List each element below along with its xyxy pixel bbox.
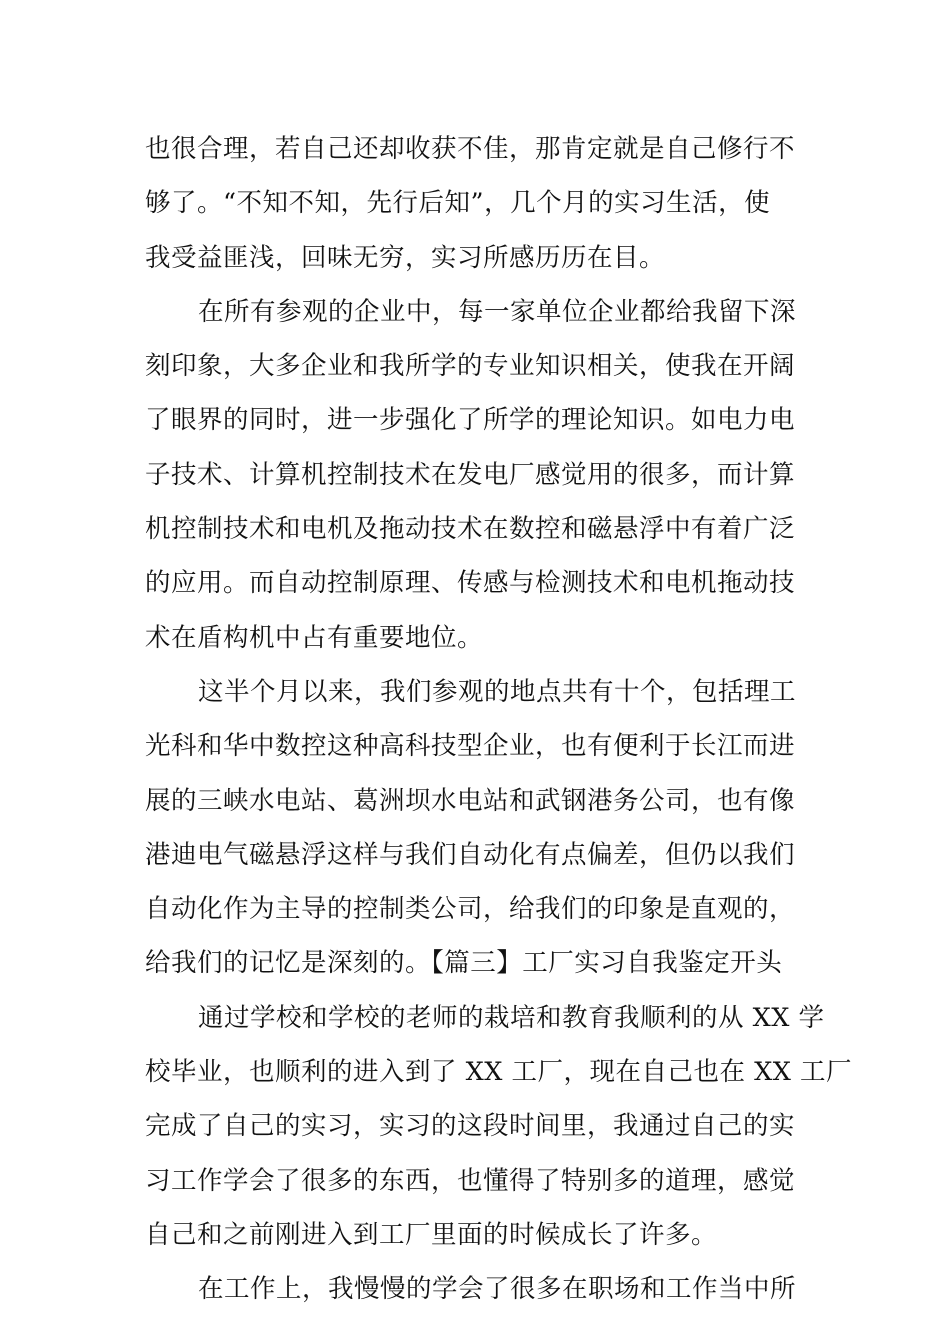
text-line [145,285,810,339]
text-line: 了眼界的同时，进一步强化了所学的理论知识。如电力电 [145,405,796,436]
paragraph-4 [145,991,853,1262]
text-line: 校毕业，也顺利的进入到了 XX 工厂，现在自己也在 XX 工厂 [145,1057,853,1088]
paragraph-2 [145,285,810,665]
text-line: 刻印象，大多企业和我所学的专业知识相关，使我在开阔 [145,351,796,382]
text-line: 完成了自己的实习，实习的这段时间里，我通过自己的实 [145,1111,796,1142]
text-line: 自动化作为主导的控制类公司，给我们的印象是直观的， [145,894,796,925]
text-line [145,991,825,1045]
text-line: 也很合理，若自己还却收获不佳，那肯定就是自己修行不 [145,134,796,164]
document-body [145,122,853,1317]
text-line: 的应用。而自动控制原理、传感与检测技术和电机拖动技 [145,568,796,599]
text-line-content: 在所有参观的企业中，每一家单位企业都给我留下深 [198,296,797,327]
text-line [145,1262,810,1316]
text-line: 自己和之前刚进入到工厂里面的时候成长了许多。 [145,1219,718,1250]
text-line [145,665,810,719]
text-line: 光科和华中数控这种高科技型企业，也有便利于长江而进 [145,731,796,762]
paragraph-5 [145,1262,810,1316]
text-line: 港迪电气磁悬浮这样与我们自动化有点偏差，但仍以我们 [145,839,796,870]
text-line: 我受益匪浅，回味无穷，实习所感历历在目。 [145,242,666,273]
text-line: 够了。“不知不知，先行后知”，几个月的实习生活，使 [145,188,771,219]
text-line: 子技术、计算机控制技术在发电厂感觉用的很多，而计算 [145,459,796,490]
text-line: 给我们的记忆是深刻的。【篇三】工厂实习自我鉴定开头 [145,948,783,979]
text-line-content: 在工作上，我慢慢的学会了很多在职场和工作当中所 [198,1274,797,1305]
text-line: 机控制技术和电机及拖动技术在数控和磁悬浮中有着广泛 [145,514,796,545]
text-line: 术在盾构机中占有重要地位。 [145,622,484,653]
text-line-content: 通过学校和学校的老师的栽培和教育我顺利的从 XX 学 [198,1002,825,1033]
text-line: 习工作学会了很多的东西，也懂得了特别多的道理，感觉 [145,1165,796,1196]
paragraph-1 [145,122,810,285]
text-line-content: 这半个月以来，我们参观的地点共有十个，包括理工 [198,676,797,707]
text-line: 展的三峡水电站、葛洲坝水电站和武钢港务公司，也有像 [145,785,796,816]
paragraph-3 [145,665,810,991]
